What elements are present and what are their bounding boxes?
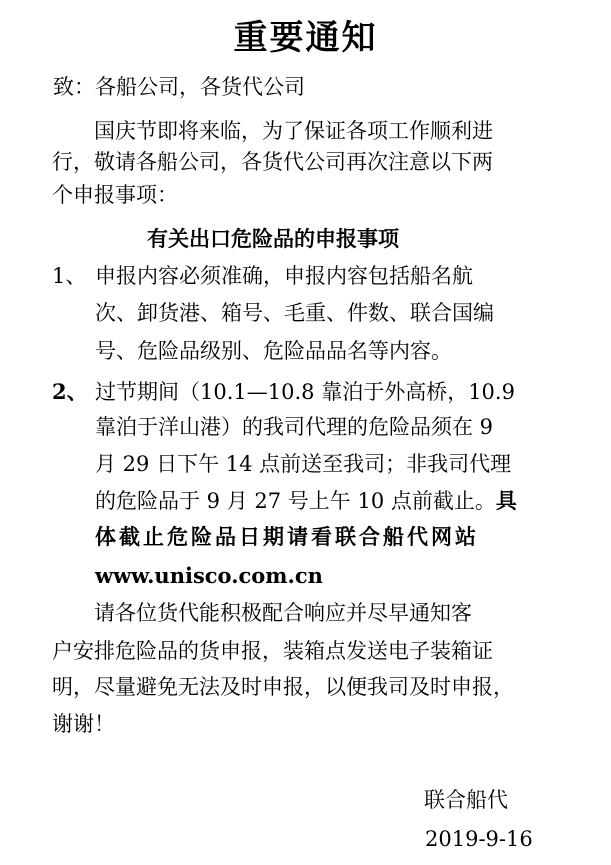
item-2-line-5: 体截止危险品日期请看联合船代网站 bbox=[95, 524, 479, 549]
item-2-line-1: 过节期间（10.1—10.8 靠泊于外高桥，10.9 bbox=[95, 380, 515, 404]
item-1-number: 1、 bbox=[52, 264, 87, 288]
item-2-line-4 bbox=[95, 486, 517, 516]
subheading: 有关出口危险品的申报事项 bbox=[147, 226, 399, 251]
item-1-line-1: 申报内容必须准确，申报内容包括船名航 bbox=[95, 264, 473, 288]
item-2-line-3: 月 29 日下午 14 点前送至我司；非我司代理 bbox=[95, 452, 512, 476]
item-1-line-2: 次、卸货港、箱号、毛重、件数、联合国编 bbox=[95, 301, 494, 325]
closing-line-3: 明，尽量避免无法及时申报，以便我司及时申报， bbox=[52, 675, 514, 699]
intro-line-2: 行，敬请各船公司，各货代公司再次注意以下两 bbox=[52, 150, 493, 174]
closing-line-1: 请各位货代能积极配合响应并尽早通知客 bbox=[94, 601, 472, 625]
closing-line-2: 户安排危险品的货申报，装箱点发送电子装箱证 bbox=[52, 639, 493, 663]
intro-line-3: 个申报事项： bbox=[52, 183, 178, 207]
intro-line-1: 国庆节即将来临，为了保证各项工作顺利进 bbox=[94, 119, 493, 143]
item-2-line-4-normal: 的危险品于 9 月 27 号上午 10 点前截止。 bbox=[95, 489, 496, 513]
page-title: 重要通知 bbox=[233, 18, 378, 58]
item-2-line-2: 靠泊于洋山港）的我司代理的危险品须在 9 bbox=[95, 415, 494, 439]
item-2-number: 2、 bbox=[52, 379, 88, 404]
salutation: 致：各船公司，各货代公司 bbox=[53, 75, 305, 99]
website-text: www.unisco.com.cn bbox=[95, 563, 323, 588]
signature-company: 联合船代 bbox=[424, 788, 508, 812]
signature-date: 2019-9-16 bbox=[425, 827, 533, 851]
item-1-line-3: 号、危险品级别、危险品品名等内容。 bbox=[95, 339, 452, 363]
closing-line-4: 谢谢！ bbox=[52, 712, 115, 736]
item-2-line-4-bold: 具 bbox=[495, 488, 517, 513]
